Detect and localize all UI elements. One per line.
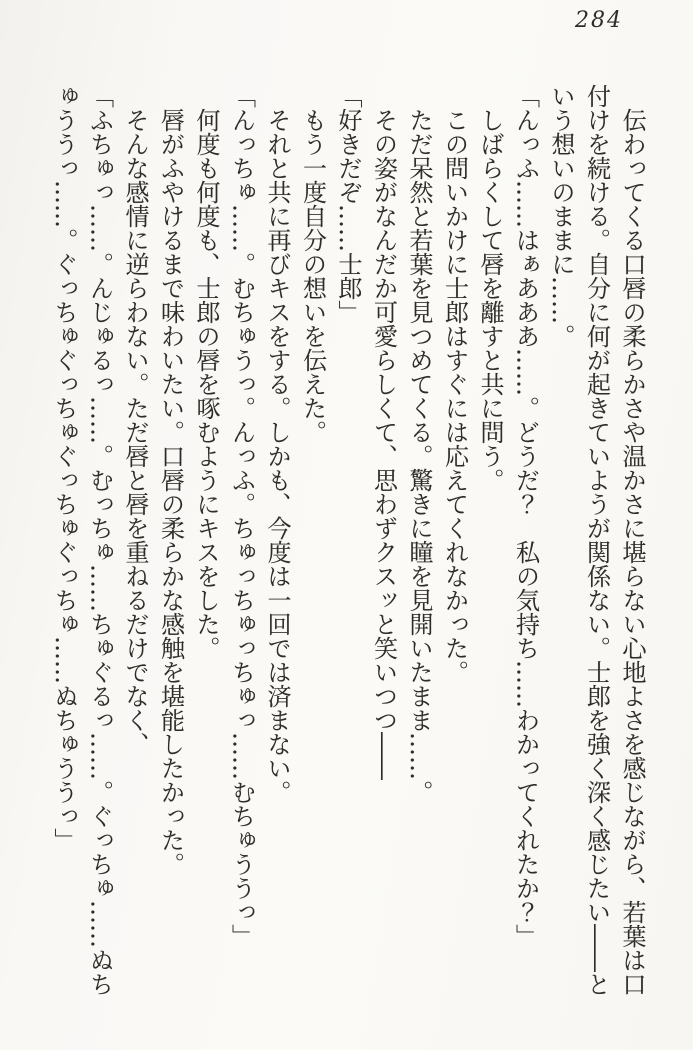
text-column-8: その姿がなんだか可愛らしくて、思わずクスッと笑いつつ―― (369, 84, 398, 780)
text-column-13: 何度も何度も、士郎の唇を啄むようにキスをした。 (192, 84, 220, 660)
text-column-2: 付けを続ける。自分に何が起きていようが関係ない。士郎を強く深く感じたい――と (582, 84, 611, 996)
text-column-3: いう想いのままに……。 (547, 84, 575, 348)
text-column-4: 「んっふ……はぁあああ……。どうだ？ 私の気持ち……わかってくれたか？」 (511, 84, 540, 948)
text-column-7: ただ呆然と若葉を見つめてくる。驚きに瞳を見開いたまま……。 (405, 84, 433, 804)
text-column-12: 「んっちゅ……。むちゅうっ。んっふ。ちゅっちゅっちゅっ……むちゅううっ」 (227, 84, 256, 948)
text-column-9: 「好きだぞ……士郎」 (334, 84, 362, 324)
text-column-15: そんな感情に逆らわない。ただ唇と唇を重ねるだけでなく、 (121, 84, 149, 756)
text-column-14: 唇がふやけるまで味わいたい。口唇の柔らかな感触を堪能したかった。 (156, 84, 185, 876)
text-column-1: 伝わってくる口唇の柔らかさや温かさに堪らない心地よさを感じながら、若葉は口 (618, 84, 646, 996)
page-number: 284 (575, 8, 623, 33)
text-column-16: 「ふちゅっ……。んじゅるっ……。むっちゅ……ちゅぐるっ……。ぐっちゅ……ぬち (85, 84, 114, 996)
vertical-text-block (46, 84, 650, 1012)
text-column-5: しばらくして唇を離すと共に問う。 (476, 84, 504, 492)
text-column-17: ゅううっ……。ぐっちゅぐっちゅぐっちゅぐっちゅ……ぬちゅううっ」 (50, 84, 78, 852)
text-column-10: もう一度自分の想いを伝えた。 (298, 84, 327, 444)
text-column-6: この問いかけに士郎はすぐには応えてくれなかった。 (440, 84, 469, 684)
text-column-11: それと共に再びキスをする。しかも、今度は一回では済まない。 (263, 84, 291, 804)
